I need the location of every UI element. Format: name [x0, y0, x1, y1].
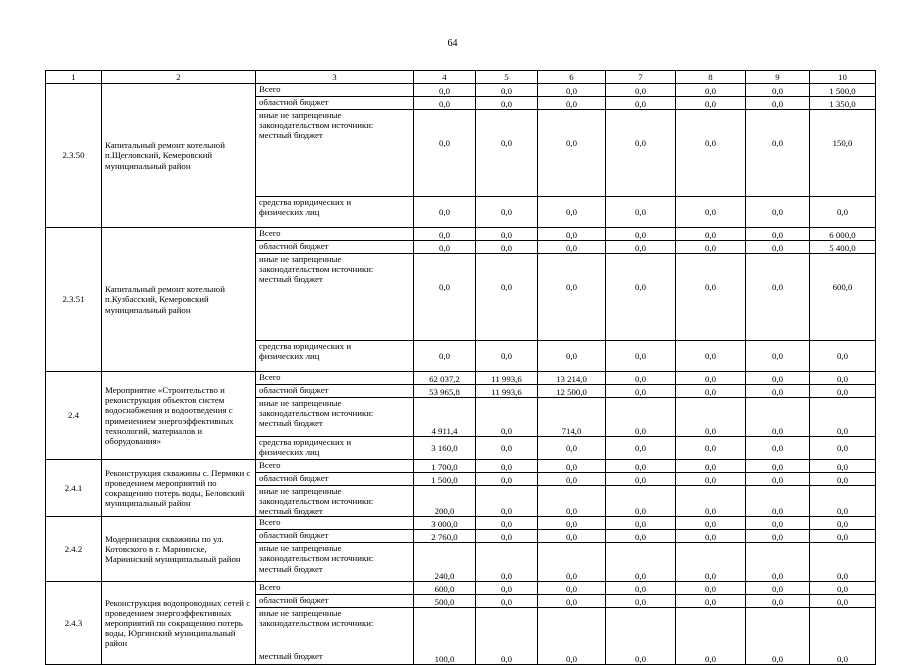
value-cell: 0,0 [606, 341, 676, 372]
source-label-other_l2: законодательством источники: [259, 120, 374, 131]
value-cell: 6 000,0 [810, 228, 876, 241]
source-cell [256, 97, 414, 110]
value-cell: 0,0 [810, 473, 876, 486]
value-cell: 0,0 [606, 97, 676, 110]
value-cell: 500,0 [414, 595, 476, 608]
value-cell: 0,0 [476, 197, 538, 228]
value-cell: 0,0 [746, 254, 810, 341]
source-label-local: местный бюджет [259, 650, 323, 661]
value-cell: 0,0 [476, 398, 538, 437]
value-cell: 0,0 [538, 254, 606, 341]
value-cell: 0,0 [810, 398, 876, 437]
value-cell: 5 400,0 [810, 241, 876, 254]
value-cell: 0,0 [538, 608, 606, 665]
value-cell: 0,0 [414, 254, 476, 341]
value-cell: 0,0 [676, 486, 746, 517]
value-cell: 0,0 [476, 543, 538, 582]
value-cell: 0,0 [414, 110, 476, 197]
item-name: Реконструкция водопроводных сетей с проведением энергоэффективных мероприятий по сокращению потерь воды, Юргинский муниципальный район [102, 582, 256, 665]
value-cell: 0,0 [606, 385, 676, 398]
value-cell: 0,0 [676, 197, 746, 228]
table-row [46, 582, 876, 595]
item-code: 2.4.2 [46, 517, 102, 582]
source-label-local: местный бюджет [259, 274, 323, 285]
value-cell: 200,0 [414, 486, 476, 517]
value-cell: 0,0 [606, 241, 676, 254]
value-cell: 0,0 [606, 543, 676, 582]
source-cell [256, 228, 414, 241]
value-cell: 0,0 [676, 385, 746, 398]
value-cell: 0,0 [476, 582, 538, 595]
value-cell: 0,0 [538, 97, 606, 110]
value-cell: 0,0 [606, 486, 676, 517]
source-cell [256, 110, 414, 197]
value-cell: 0,0 [810, 608, 876, 665]
value-cell: 0,0 [538, 486, 606, 517]
value-cell: 0,0 [606, 595, 676, 608]
source-label-other_l1: иные не запрещенные [259, 608, 342, 619]
value-cell: 0,0 [746, 473, 810, 486]
value-cell: 0,0 [476, 486, 538, 517]
source-label-regional: областной бюджет [259, 241, 329, 251]
value-cell: 0,0 [746, 437, 810, 460]
value-cell: 0,0 [538, 341, 606, 372]
value-cell: 0,0 [414, 241, 476, 254]
item-code: 2.3.50 [46, 84, 102, 228]
value-cell: 11 993,6 [476, 385, 538, 398]
item-name: Модернизация скважины по ул. Котовского в г. Мариинске, Мариинский муниципальный район [102, 517, 256, 582]
source-cell [256, 254, 414, 341]
table-row [46, 460, 876, 473]
source-cell [256, 595, 414, 608]
value-cell: 0,0 [810, 582, 876, 595]
source-cell [256, 517, 414, 530]
source-label-other_l1: иные не запрещенные [259, 543, 342, 554]
source-label-total: Всего [259, 460, 281, 470]
value-cell: 0,0 [810, 341, 876, 372]
source-label-total: Всего [259, 228, 281, 238]
source-label-other_l1: иные не запрещенные [259, 110, 342, 120]
column-header: 9 [746, 71, 810, 84]
value-cell: 3 000,0 [414, 517, 476, 530]
value-cell: 0,0 [676, 595, 746, 608]
value-cell: 0,0 [746, 460, 810, 473]
value-cell: 0,0 [606, 530, 676, 543]
source-cell [256, 543, 414, 582]
source-cell [256, 398, 414, 437]
value-cell: 0,0 [538, 582, 606, 595]
value-cell: 0,0 [676, 530, 746, 543]
item-code: 2.3.51 [46, 228, 102, 372]
value-cell: 0,0 [746, 486, 810, 517]
value-cell: 0,0 [538, 517, 606, 530]
source-cell [256, 608, 414, 665]
value-cell: 0,0 [746, 385, 810, 398]
source-label-local: местный бюджет [259, 506, 323, 517]
value-cell: 0,0 [810, 372, 876, 385]
value-cell: 0,0 [538, 241, 606, 254]
source-cell [256, 437, 414, 460]
item-code: 2.4 [46, 372, 102, 460]
value-cell: 0,0 [676, 398, 746, 437]
value-cell: 62 037,2 [414, 372, 476, 385]
value-cell: 0,0 [476, 608, 538, 665]
value-cell: 0,0 [476, 97, 538, 110]
value-cell: 1 500,0 [810, 84, 876, 97]
source-label-other_l1: иные не запрещенные [259, 254, 342, 264]
value-cell: 1 500,0 [414, 473, 476, 486]
value-cell: 0,0 [476, 341, 538, 372]
column-header: 4 [414, 71, 476, 84]
source-label-other_l2: законодательством источники: [259, 496, 374, 507]
source-cell [256, 341, 414, 372]
value-cell: 0,0 [476, 595, 538, 608]
value-cell: 0,0 [538, 228, 606, 241]
column-number-row [46, 71, 876, 84]
value-cell: 0,0 [538, 543, 606, 582]
source-label-legal_l1: средства юридических и [259, 437, 352, 447]
value-cell: 0,0 [538, 197, 606, 228]
value-cell: 0,0 [476, 228, 538, 241]
value-cell: 0,0 [476, 110, 538, 197]
value-cell: 0,0 [476, 241, 538, 254]
value-cell: 0,0 [746, 595, 810, 608]
value-cell: 0,0 [476, 254, 538, 341]
value-cell: 0,0 [676, 608, 746, 665]
page-number: 64 [447, 38, 458, 49]
value-cell: 0,0 [810, 460, 876, 473]
value-cell: 0,0 [676, 341, 746, 372]
value-cell: 11 993,6 [476, 372, 538, 385]
value-cell: 0,0 [746, 341, 810, 372]
value-cell: 0,0 [476, 460, 538, 473]
value-cell: 0,0 [606, 473, 676, 486]
source-label-total: Всего [259, 372, 281, 382]
value-cell: 0,0 [676, 228, 746, 241]
value-cell: 13 214,0 [538, 372, 606, 385]
item-code: 2.4.1 [46, 460, 102, 517]
source-cell [256, 241, 414, 254]
value-cell: 0,0 [810, 385, 876, 398]
value-cell: 0,0 [676, 254, 746, 341]
value-cell: 0,0 [810, 595, 876, 608]
value-cell: 0,0 [476, 437, 538, 460]
value-cell: 0,0 [810, 437, 876, 460]
value-cell: 0,0 [676, 473, 746, 486]
budget-table [45, 70, 876, 665]
value-cell: 0,0 [606, 372, 676, 385]
source-label-other_l1: иные не запрещенные [259, 398, 342, 408]
value-cell: 3 160,0 [414, 437, 476, 460]
value-cell: 0,0 [746, 398, 810, 437]
source-label-local: местный бюджет [259, 418, 323, 429]
value-cell: 0,0 [538, 84, 606, 97]
value-cell: 0,0 [538, 460, 606, 473]
source-label-total: Всего [259, 517, 281, 528]
value-cell: 0,0 [746, 543, 810, 582]
value-cell: 0,0 [414, 84, 476, 97]
column-header: 7 [606, 71, 676, 84]
source-cell [256, 84, 414, 97]
value-cell: 0,0 [676, 460, 746, 473]
value-cell: 4 911,4 [414, 398, 476, 437]
source-label-other_l2: законодательством источники: [259, 264, 374, 275]
value-cell: 0,0 [606, 517, 676, 530]
value-cell: 0,0 [538, 530, 606, 543]
table-row [46, 517, 876, 530]
source-cell [256, 385, 414, 398]
table-body [46, 84, 876, 665]
value-cell: 0,0 [746, 110, 810, 197]
source-label-regional: областной бюджет [259, 530, 329, 541]
source-label-regional: областной бюджет [259, 595, 329, 606]
column-header: 8 [676, 71, 746, 84]
value-cell: 2 760,0 [414, 530, 476, 543]
source-cell [256, 473, 414, 486]
value-cell: 240,0 [414, 543, 476, 582]
value-cell: 0,0 [676, 582, 746, 595]
value-cell: 100,0 [414, 608, 476, 665]
source-label-legal_l2: физических лиц [259, 207, 320, 218]
value-cell: 0,0 [746, 608, 810, 665]
item-name: Капитальный ремонт котельной п.Щегловский, Кемеровский муниципальный район [102, 84, 256, 228]
source-label-regional: областной бюджет [259, 385, 329, 395]
value-cell: 714,0 [538, 398, 606, 437]
source-label-other_l2: законодательством источники: [259, 553, 374, 564]
value-cell: 0,0 [606, 228, 676, 241]
source-label-regional: областной бюджет [259, 473, 329, 483]
column-header: 2 [102, 71, 256, 84]
source-cell [256, 486, 414, 517]
value-cell: 0,0 [746, 582, 810, 595]
value-cell: 0,0 [810, 517, 876, 530]
value-cell: 0,0 [414, 228, 476, 241]
value-cell: 0,0 [538, 595, 606, 608]
item-name: Мероприятие «Строительство и реконструкция объектов систем водоснабжения и водоотведения с применением энергоэффективных технологий, материалов и оборудования» [102, 372, 256, 460]
value-cell: 1 350,0 [810, 97, 876, 110]
source-label-other_l2: законодательством источники: [259, 618, 374, 629]
value-cell: 600,0 [810, 254, 876, 341]
value-cell: 0,0 [606, 197, 676, 228]
value-cell: 150,0 [810, 110, 876, 197]
value-cell: 0,0 [676, 110, 746, 197]
table-row [46, 372, 876, 385]
value-cell: 0,0 [606, 398, 676, 437]
value-cell: 0,0 [676, 437, 746, 460]
value-cell: 0,0 [746, 228, 810, 241]
source-label-legal_l2: физических лиц [259, 447, 320, 458]
value-cell: 0,0 [476, 473, 538, 486]
value-cell: 0,0 [676, 241, 746, 254]
value-cell: 0,0 [606, 254, 676, 341]
value-cell: 0,0 [810, 530, 876, 543]
value-cell: 0,0 [746, 84, 810, 97]
value-cell: 0,0 [746, 197, 810, 228]
item-name: Реконструкция скважины с. Пермяки с проведением мероприятий по сокращению потерь воды, Беловский муниципальный район [102, 460, 256, 517]
value-cell: 0,0 [414, 197, 476, 228]
column-header: 3 [256, 71, 414, 84]
value-cell: 0,0 [746, 372, 810, 385]
source-label-legal_l1: средства юридических и [259, 197, 352, 207]
column-header: 6 [538, 71, 606, 84]
value-cell: 0,0 [606, 460, 676, 473]
value-cell: 0,0 [676, 517, 746, 530]
value-cell: 0,0 [414, 97, 476, 110]
value-cell: 0,0 [606, 437, 676, 460]
value-cell: 0,0 [676, 372, 746, 385]
value-cell: 0,0 [414, 341, 476, 372]
value-cell: 0,0 [810, 197, 876, 228]
source-label-total: Всего [259, 582, 281, 593]
value-cell: 0,0 [538, 437, 606, 460]
value-cell: 0,0 [746, 241, 810, 254]
value-cell: 0,0 [810, 543, 876, 582]
value-cell: 0,0 [606, 84, 676, 97]
value-cell: 0,0 [746, 530, 810, 543]
source-label-regional: областной бюджет [259, 97, 329, 107]
value-cell: 0,0 [746, 97, 810, 110]
value-cell: 600,0 [414, 582, 476, 595]
value-cell: 0,0 [606, 582, 676, 595]
value-cell: 1 700,0 [414, 460, 476, 473]
value-cell: 0,0 [538, 473, 606, 486]
source-label-local: местный бюджет [259, 130, 323, 141]
value-cell: 0,0 [606, 608, 676, 665]
source-cell [256, 460, 414, 473]
source-label-other_l1: иные не запрещенные [259, 486, 342, 496]
source-label-local: местный бюджет [259, 563, 323, 574]
value-cell: 0,0 [476, 517, 538, 530]
table-row [46, 84, 876, 97]
value-cell: 12 500,0 [538, 385, 606, 398]
value-cell: 0,0 [676, 84, 746, 97]
value-cell: 53 965,8 [414, 385, 476, 398]
source-cell [256, 372, 414, 385]
source-label-other_l2: законодательством источники: [259, 408, 374, 419]
source-cell [256, 530, 414, 543]
item-name: Капитальный ремонт котельной п.Кузбасский, Кемеровский муниципальный район [102, 228, 256, 372]
value-cell: 0,0 [538, 110, 606, 197]
value-cell: 0,0 [476, 84, 538, 97]
table-row [46, 228, 876, 241]
source-cell [256, 582, 414, 595]
value-cell: 0,0 [476, 530, 538, 543]
source-label-total: Всего [259, 84, 281, 94]
value-cell: 0,0 [676, 543, 746, 582]
column-header: 10 [810, 71, 876, 84]
column-header: 5 [476, 71, 538, 84]
value-cell: 0,0 [676, 97, 746, 110]
source-cell [256, 197, 414, 228]
value-cell: 0,0 [810, 486, 876, 517]
source-label-legal_l2: физических лиц [259, 351, 320, 362]
value-cell: 0,0 [746, 517, 810, 530]
value-cell: 0,0 [606, 110, 676, 197]
source-label-legal_l1: средства юридических и [259, 341, 352, 351]
column-header: 1 [46, 71, 102, 84]
item-code: 2.4.3 [46, 582, 102, 665]
